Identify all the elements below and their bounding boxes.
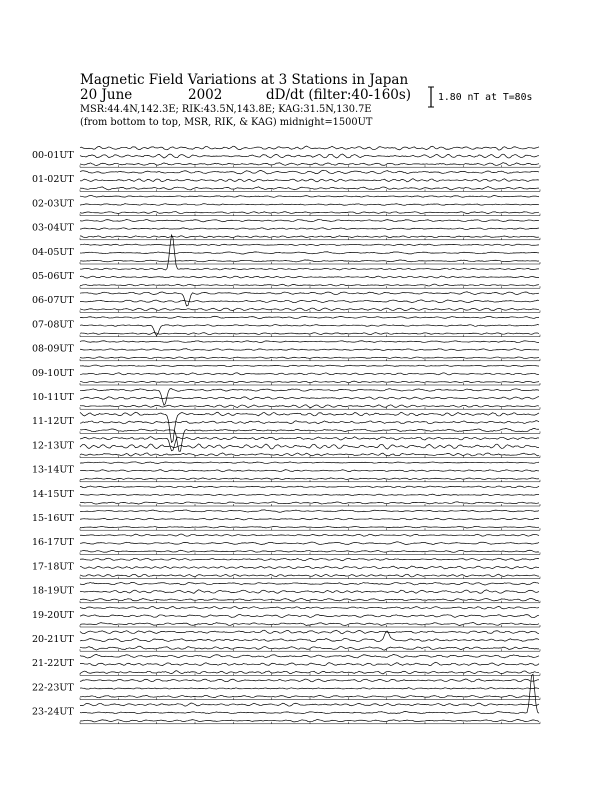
- hour-label: 05-06UT: [32, 271, 74, 282]
- trace-kag: [80, 244, 539, 246]
- hour-label: 10-11UT: [32, 392, 74, 403]
- trace-rik: [80, 252, 539, 254]
- trace-msr: [80, 333, 539, 335]
- trace-msr: [80, 526, 539, 528]
- hour-label: 17-18UT: [32, 561, 74, 573]
- station-coordinates: MSR:44.4N,142.3E; RIK:43.5N,143.8E; KAG:31.5N,130.7E: [80, 104, 372, 115]
- trace-kag: [80, 462, 539, 464]
- trace-msr: [80, 574, 539, 577]
- traces: [80, 146, 540, 724]
- hour-label: 08-09UT: [32, 343, 74, 355]
- trace-msr: [80, 622, 539, 625]
- trace-msr: [80, 381, 539, 383]
- filter-label: dD/dt (filter:40-160s): [266, 87, 412, 103]
- hour-label: 02-03UT: [32, 198, 74, 210]
- date-label: 20 June: [80, 87, 133, 103]
- hour-label: 23-24UT: [32, 706, 74, 718]
- hour-label: 13-14UT: [32, 464, 74, 476]
- trace-msr: [80, 646, 539, 650]
- hour-label: 01-02UT: [32, 174, 74, 186]
- hour-label: 11-12UT: [32, 416, 74, 428]
- trace-kag: [80, 219, 539, 222]
- year-label: 2002: [188, 87, 223, 103]
- trace-rik: [80, 662, 539, 665]
- trace-kag: [80, 582, 539, 585]
- trace-rik: [80, 518, 539, 520]
- trace-kag: [80, 316, 539, 318]
- trace-msr: [80, 260, 539, 262]
- trace-rik: [80, 373, 539, 375]
- hour-label: 14-15UT: [32, 488, 74, 500]
- trace-rik: [80, 397, 539, 400]
- trace-kag: [80, 170, 539, 174]
- trace-rik: [80, 204, 539, 206]
- hour-label: 06-07UT: [32, 295, 74, 307]
- trace-rik: [80, 470, 539, 472]
- trace-rik: [80, 179, 539, 182]
- trace-rik: [80, 688, 539, 690]
- trace-rik: [80, 614, 539, 617]
- trace-kag: [80, 365, 539, 367]
- trace-order-note: (from bottom to top, MSR, RIK, & KAG) midnight=1500UT: [80, 117, 373, 128]
- trace-rik: [80, 228, 539, 230]
- trace-msr: [80, 719, 539, 721]
- trace-rik: [80, 349, 539, 351]
- hour-label: 16-17UT: [32, 537, 74, 549]
- trace-rik: [80, 276, 539, 278]
- trace-msr: [80, 695, 539, 697]
- trace-kag: [80, 437, 539, 451]
- trace-msr: [80, 550, 539, 552]
- trace-kag: [80, 558, 539, 561]
- trace-kag: [80, 292, 539, 306]
- hour-label: 18-19UT: [32, 585, 74, 597]
- trace-kag: [80, 679, 539, 682]
- trace-msr: [80, 453, 539, 456]
- trace-msr: [80, 163, 539, 166]
- trace-kag: [80, 389, 539, 406]
- trace-rik: [80, 631, 539, 642]
- hour-label: 07-08UT: [32, 319, 74, 331]
- trace-rik: [80, 300, 539, 303]
- trace-kag: [80, 534, 539, 536]
- trace-kag: [80, 510, 539, 512]
- trace-kag: [80, 703, 539, 706]
- trace-msr: [80, 598, 539, 601]
- chart-title: Magnetic Field Variations at 3 Stations in Japan: [80, 72, 409, 88]
- hour-label: 03-04UT: [32, 222, 74, 234]
- hour-label: 19-20UT: [32, 609, 74, 621]
- trace-rik: [80, 444, 539, 449]
- trace-msr: [80, 187, 539, 190]
- trace-kag: [80, 341, 539, 343]
- trace-msr: [80, 212, 539, 214]
- hour-label: 15-16UT: [32, 513, 74, 524]
- hour-label: 22-23UT: [32, 682, 74, 694]
- scale-bar: [428, 87, 434, 107]
- trace-msr: [80, 671, 539, 674]
- scale-bar-label: 1.80 nT at T=80s: [438, 92, 533, 103]
- hour-label: 09-10UT: [32, 367, 74, 379]
- trace-msr: [80, 308, 539, 311]
- trace-msr: [80, 236, 539, 238]
- trace-kag: [80, 146, 539, 150]
- trace-msr: [80, 502, 539, 504]
- trace-rik: [80, 566, 539, 569]
- trace-msr: [80, 478, 539, 480]
- hour-label: 20-21UT: [32, 634, 74, 645]
- trace-rik: [80, 590, 539, 594]
- hour-label: 00-01UT: [32, 150, 74, 161]
- hour-label: 04-05UT: [32, 246, 74, 258]
- trace-msr: [80, 357, 539, 359]
- trace-msr: [80, 405, 539, 408]
- trace-kag: [80, 630, 539, 634]
- trace-rik: [80, 542, 539, 545]
- trace-rik: [80, 421, 539, 424]
- trace-rik: [80, 154, 539, 158]
- trace-kag: [80, 196, 539, 198]
- trace-kag: [80, 486, 539, 488]
- hour-label: 21-22UT: [32, 658, 74, 670]
- trace-msr: [80, 284, 539, 286]
- trace-kag: [80, 654, 539, 658]
- trace-rik: [80, 494, 539, 495]
- trace-kag: [80, 606, 539, 609]
- hour-label: 12-13UT: [32, 440, 74, 452]
- hour-labels: [32, 150, 74, 718]
